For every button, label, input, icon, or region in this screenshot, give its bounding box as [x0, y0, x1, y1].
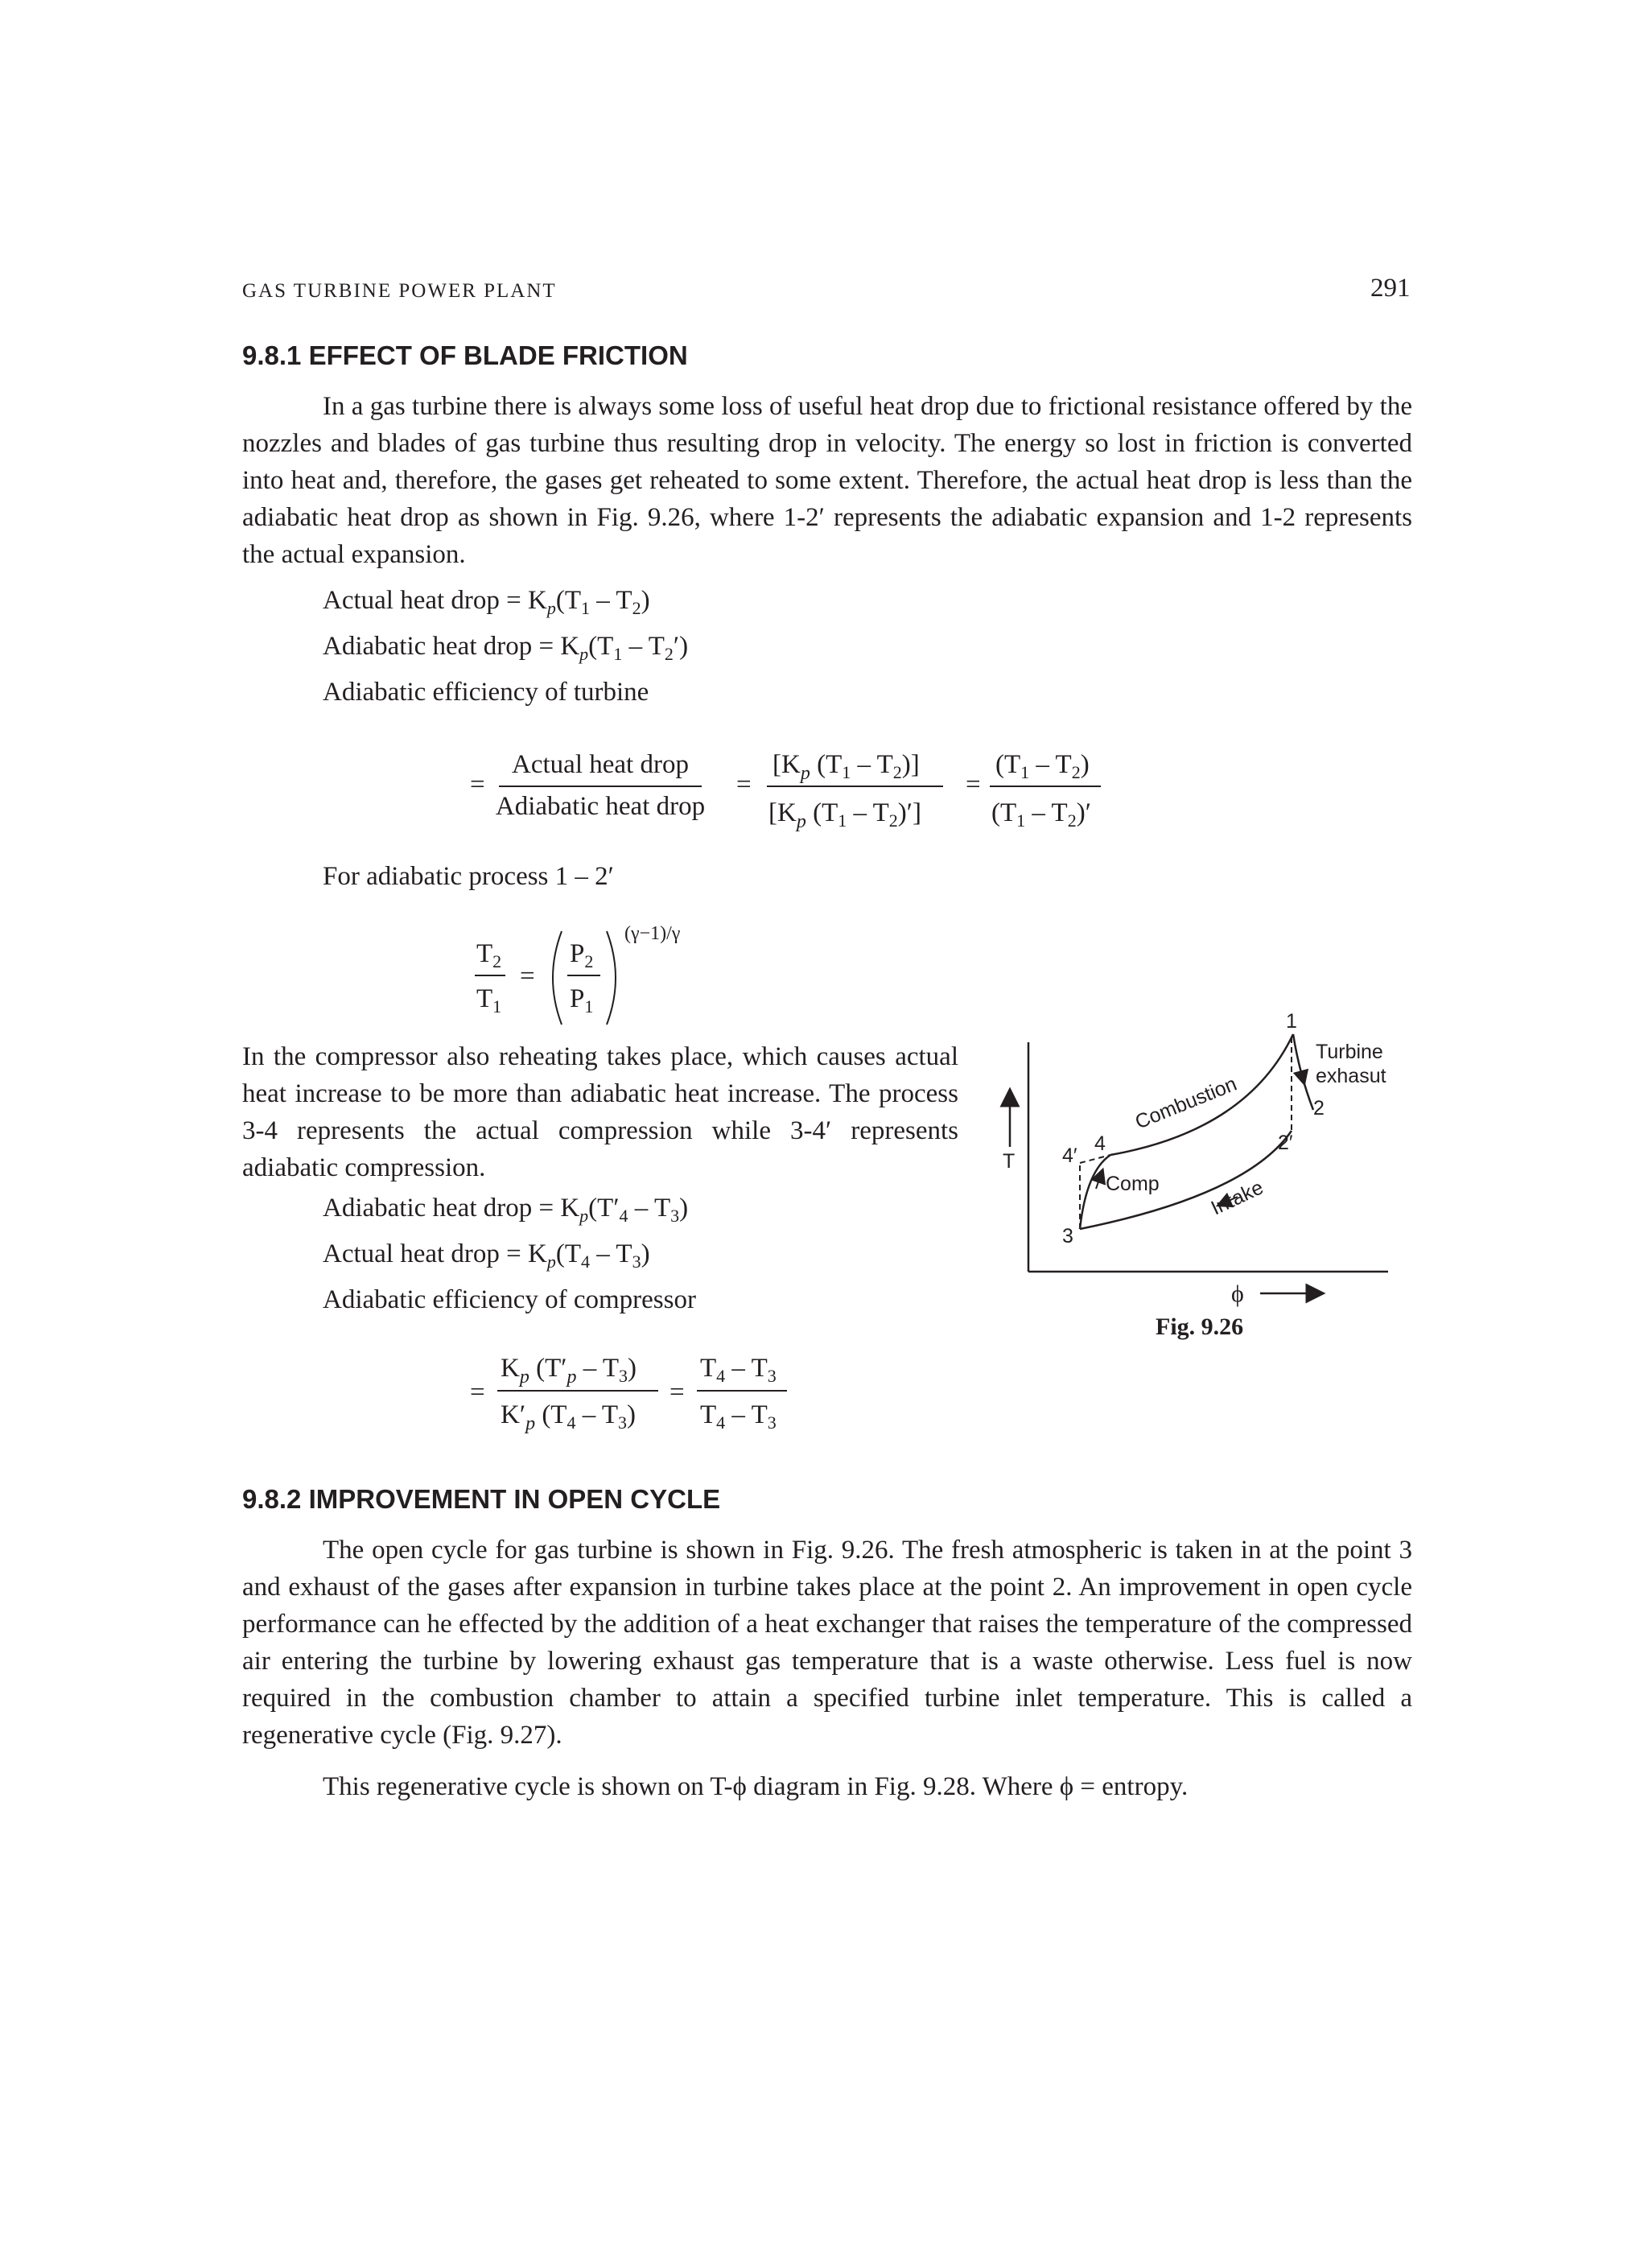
svg-text:=: = — [736, 770, 752, 799]
svg-text:(γ−1)/γ: (γ−1)/γ — [624, 923, 681, 944]
svg-text:=: = — [966, 770, 981, 799]
point-4-label: 4 — [1094, 1132, 1106, 1155]
text-adiabatic-efficiency-turbine: Adiabatic efficiency of turbine — [323, 678, 649, 707]
section-heading-open-cycle: 9.8.2 IMPROVEMENT IN OPEN CYCLE — [242, 1484, 721, 1514]
intake-label: Intake — [1207, 1176, 1267, 1220]
combustion-label: Combustion — [1131, 1072, 1240, 1134]
equation-compressor-efficiency — [451, 1336, 821, 1449]
point-4prime-label: 4′ — [1062, 1144, 1077, 1167]
text-adiabatic-efficiency-compressor: Adiabatic efficiency of compressor — [323, 1285, 696, 1314]
y-axis-label: T — [1003, 1150, 1016, 1173]
fraction-denominator-adiabatic: Adiabatic heat drop — [495, 792, 706, 821]
paragraph-blade-friction-text: In a gas turbine there is always some loss of useful heat drop due to frictional resistance offered by the nozzles and blades of gas turbine thus resulting drop in velocity. The energy so lost in friction is converted into heat and, therefore, the gases get reheated to some extent. Therefore, the actual heat drop is less than the adiabatic heat drop as shown in Fig. 9.26, where 1-2′ represents the adiabatic expansion and 1-2 represents the actual expansion. — [242, 392, 1412, 569]
point-3-label: 3 — [1062, 1225, 1073, 1247]
svg-text:P1: $P_1$ — [570, 984, 594, 1016]
curve-actual-expansion — [1293, 1034, 1313, 1110]
equation-label: Actual heat drop = K — [323, 586, 547, 615]
paragraph-regenerative — [242, 1768, 1412, 1805]
turbine-label: Turbine — [1316, 1041, 1383, 1063]
paragraph-compressor — [242, 1038, 958, 1186]
equation-label: Adiabatic heat drop = K — [323, 1194, 580, 1223]
svg-text:K′p (T4 – T3): $K'_p$ $(T_4 - T_3)$ — [501, 1400, 637, 1434]
point-2prime-label: 2′ — [1278, 1132, 1293, 1154]
arrow-expansion — [1300, 1066, 1303, 1078]
svg-text:(T1 – T2)′: $(T_1 - T_2)'$ — [991, 798, 1091, 831]
arrow-comp — [1096, 1175, 1101, 1189]
svg-text:T1: $T_1$ — [476, 984, 502, 1016]
equation-adiabatic-heat-drop: Adiabatic heat drop = $K_p(T_1 - T_2')$ — [323, 632, 689, 664]
point-1-label: 1 — [1286, 1010, 1297, 1033]
equation-temperature-pressure-ratio — [467, 913, 724, 1030]
fraction-numerator-actual: Actual heat drop — [512, 750, 689, 779]
svg-text:T4 – T3: $T_4 - T_3$ — [700, 1400, 777, 1433]
figure-t-phi-diagram — [982, 1010, 1400, 1356]
comp-label: Comp — [1106, 1173, 1160, 1195]
svg-text:Kp (T′p – T3): $K_p$ $(T'_p - T_3)$ — [501, 1354, 637, 1388]
section-heading-blade-friction: 9.8.1 EFFECT OF BLADE FRICTION — [242, 340, 688, 370]
paragraph-blade-friction — [242, 388, 1412, 573]
page-number: 291 — [1370, 274, 1411, 303]
svg-text:P2: $P_2$ — [570, 939, 594, 971]
svg-text:=: = — [520, 962, 535, 991]
point-2-label: 2 — [1313, 1097, 1325, 1120]
svg-text:[Kp (T1 – T2)′]: [$K_p$ $(T_1 - T_2)'$] — [768, 798, 921, 832]
equation-label: Adiabatic heat drop = K — [323, 632, 580, 661]
paragraph-regenerative-text: This regenerative cycle is shown on T-ϕ diagram in Fig. 9.28. Where ϕ = entropy. — [323, 1772, 1189, 1801]
equation-actual-heat-drop: Actual heat drop = $K_p(T_1 - T_2)$ — [323, 586, 650, 618]
paragraph-open-cycle-text: The open cycle for gas turbine is shown in Fig. 9.26. The fresh atmospheric is taken in at the point 3 and exhaust of the gases after expansion in turbine takes place at the point 2. An improvement in open cycle performance can he effected by the addition of a heat exchanger that raises the temperature of the compressed air entering the turbine by lowering exhaust gas temperature that is a waste otherwise. Less fuel is now required in the combustion chamber to attain a specified turbine inlet temperature. This is called a regenerative cycle (Fig. 9.27). — [242, 1536, 1412, 1750]
equation-compressor-adiabatic-heat-drop: Adiabatic heat drop = $K_p(T'_4 - T_3)$ — [323, 1194, 689, 1226]
equation-compressor-actual-heat-drop: Actual heat drop = $K_p(T_4 - T_3)$ — [323, 1239, 650, 1272]
paragraph-open-cycle — [242, 1532, 1412, 1754]
svg-text:(T1 – T2): $(T_1 - T_2)$ — [995, 750, 1090, 782]
svg-text:=: = — [470, 770, 485, 799]
x-axis-label: ϕ — [1231, 1280, 1244, 1307]
equation-label: Actual heat drop = K — [323, 1239, 547, 1268]
running-head: GAS TURBINE POWER PLANT — [242, 280, 557, 302]
svg-text:T2: $T_2$ — [476, 939, 502, 971]
svg-text:=: = — [670, 1378, 685, 1407]
svg-text:[Kp (T1 – T2)]: [$K_p$ $(T_1 - T_2)$] — [772, 750, 920, 784]
figure-caption: Fig. 9.26 — [1156, 1313, 1244, 1340]
svg-text:T4 – T3: $T_4 - T_3$ — [700, 1354, 777, 1386]
svg-text:=: = — [470, 1378, 485, 1407]
paragraph-compressor-text: In the compressor also reheating takes place, which causes actual heat increase to be more than adiabatic heat increase. The process 3-4 represents the actual compression while 3-4′ represents adiabatic compression. — [242, 1042, 958, 1182]
exhaust-label: exhasut — [1316, 1065, 1386, 1087]
text-adiabatic-process: For adiabatic process 1 – 2′ — [323, 862, 614, 891]
equation-turbine-efficiency — [451, 728, 1135, 849]
